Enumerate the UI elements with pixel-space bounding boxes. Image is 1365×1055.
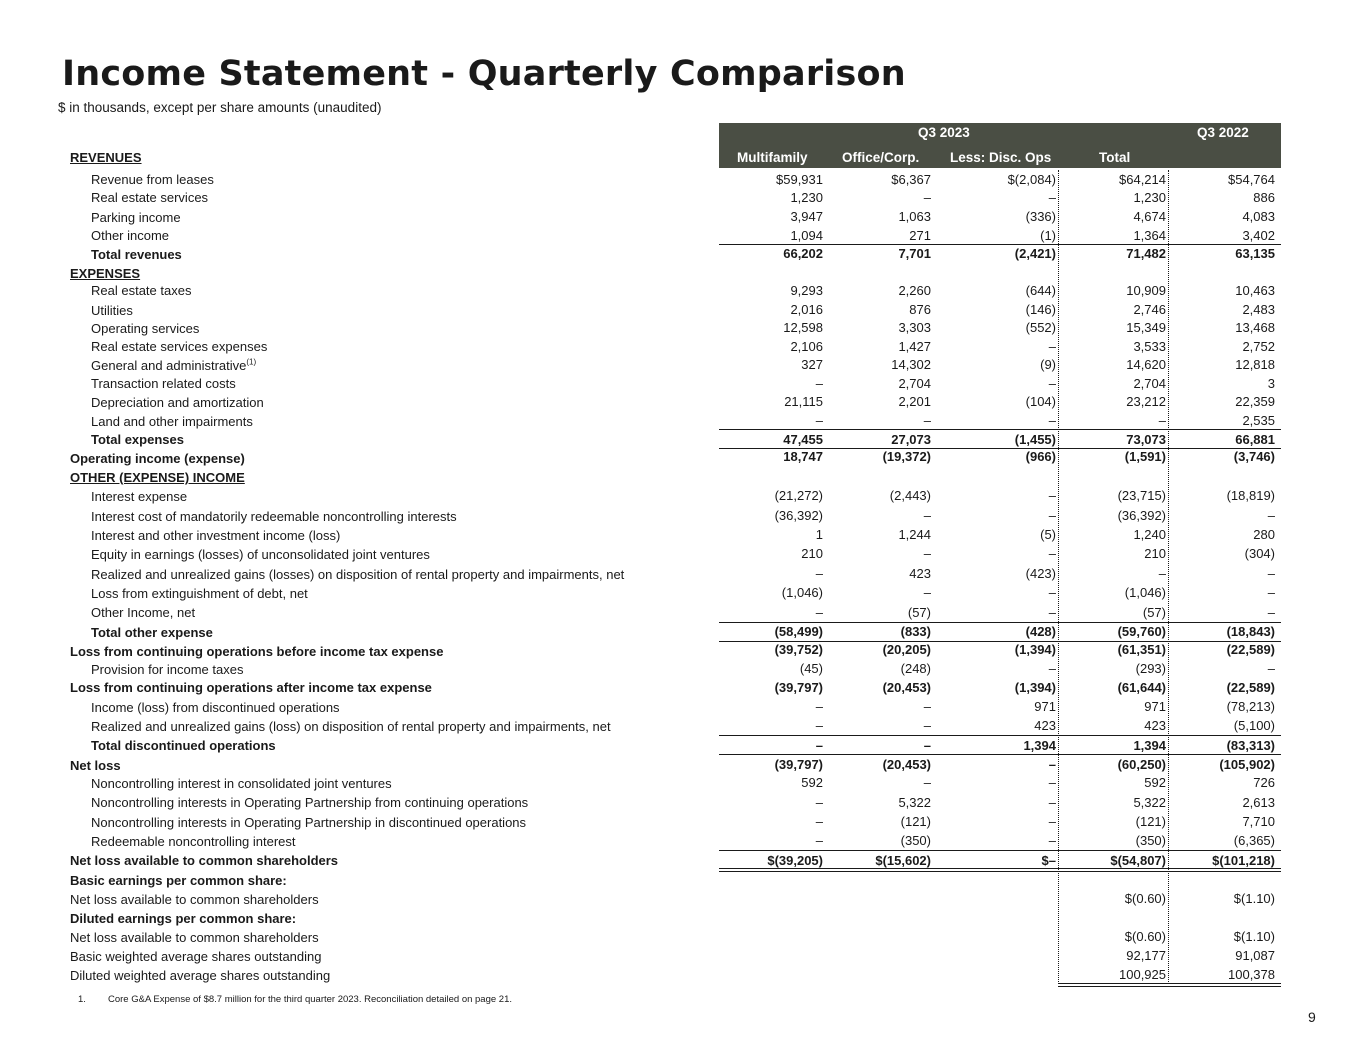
cell-less-disc-ops: 423 bbox=[1034, 718, 1056, 733]
header-office-corp: Office/Corp. bbox=[842, 150, 920, 165]
cell-office-corp: (248) bbox=[900, 661, 931, 676]
cell-total: (1,591) bbox=[1124, 449, 1166, 464]
cell-total: (36,392) bbox=[1117, 508, 1166, 523]
cell-less-disc-ops: – bbox=[1048, 833, 1056, 848]
cell-q3-2022: 2,752 bbox=[1242, 339, 1275, 354]
cell-multifamily: – bbox=[815, 795, 823, 810]
cell-multifamily: – bbox=[815, 814, 823, 829]
cell-less-disc-ops: – bbox=[1048, 814, 1056, 829]
row-label bbox=[91, 393, 264, 412]
cell-office-corp: – bbox=[923, 775, 931, 790]
cell-q3-2022: 2,483 bbox=[1242, 302, 1275, 317]
cell-q3-2022: 726 bbox=[1253, 775, 1275, 790]
header-less-disc-ops: Less: Disc. Ops bbox=[950, 150, 1052, 165]
row-label bbox=[91, 545, 430, 564]
cell-multifamily: – bbox=[815, 376, 823, 391]
row-label-text: Operating income (expense) bbox=[70, 451, 245, 466]
cell-total: $(0.60) bbox=[1124, 891, 1166, 906]
cell-total: 210 bbox=[1144, 546, 1166, 561]
cell-total: 1,240 bbox=[1133, 527, 1166, 542]
cell-less-disc-ops: (423) bbox=[1025, 566, 1056, 581]
row-label bbox=[91, 660, 243, 679]
cell-office-corp: 2,201 bbox=[898, 394, 931, 409]
row-label bbox=[70, 890, 319, 909]
cell-q3-2022: (18,819) bbox=[1226, 488, 1275, 503]
cell-q3-2022: 4,083 bbox=[1242, 209, 1275, 224]
row-label bbox=[70, 966, 330, 985]
cell-q3-2022: 3,402 bbox=[1242, 228, 1275, 243]
cell-multifamily: (36,392) bbox=[774, 508, 823, 523]
footnote-reference: (1) bbox=[246, 357, 257, 367]
cell-multifamily: 1,230 bbox=[790, 190, 823, 205]
row-label bbox=[91, 603, 195, 622]
cell-office-corp: (350) bbox=[900, 833, 931, 848]
cell-office-corp: 1,063 bbox=[898, 209, 931, 224]
row-label-text: Parking income bbox=[91, 210, 181, 225]
row-label-text: Land and other impairments bbox=[91, 414, 253, 429]
cell-q3-2022: (78,213) bbox=[1226, 699, 1275, 714]
cell-less-disc-ops: – bbox=[1048, 190, 1056, 205]
row-label bbox=[91, 832, 296, 851]
row-label-text: Net loss bbox=[70, 758, 121, 773]
cell-office-corp: (19,372) bbox=[882, 449, 931, 464]
cell-total: (121) bbox=[1135, 814, 1166, 829]
cell-office-corp: $6,367 bbox=[891, 172, 931, 187]
cell-multifamily: 21,115 bbox=[784, 394, 823, 409]
cell-multifamily: 18,747 bbox=[783, 449, 823, 464]
cell-office-corp: (20,205) bbox=[882, 642, 931, 657]
cell-total: (23,715) bbox=[1117, 488, 1166, 503]
cell-office-corp: – bbox=[923, 718, 931, 733]
cell-multifamily: – bbox=[815, 566, 823, 581]
cell-total: 1,230 bbox=[1133, 190, 1166, 205]
cell-multifamily: 2,016 bbox=[790, 302, 823, 317]
cell-less-disc-ops: – bbox=[1048, 585, 1056, 600]
cell-less-disc-ops: (966) bbox=[1025, 449, 1056, 464]
cell-total: 3,533 bbox=[1133, 339, 1166, 354]
row-label-text: Transaction related costs bbox=[91, 376, 236, 391]
cell-less-disc-ops: – bbox=[1048, 795, 1056, 810]
cell-less-disc-ops: (428) bbox=[1025, 624, 1056, 639]
cell-q3-2022: 7,710 bbox=[1242, 814, 1275, 829]
row-label bbox=[91, 430, 184, 449]
cell-office-corp: (20,453) bbox=[882, 680, 931, 695]
cell-less-disc-ops: – bbox=[1048, 546, 1056, 561]
cell-multifamily: (21,272) bbox=[774, 488, 823, 503]
cell-less-disc-ops: – bbox=[1048, 339, 1056, 354]
cell-less-disc-ops: (146) bbox=[1025, 302, 1056, 317]
cell-q3-2022: (304) bbox=[1244, 546, 1275, 561]
cell-less-disc-ops: $– bbox=[1041, 853, 1056, 868]
cell-total: 23,212 bbox=[1126, 394, 1166, 409]
cell-multifamily: 327 bbox=[801, 357, 823, 372]
dotted-separator-total-left bbox=[1058, 170, 1059, 984]
cell-office-corp: 271 bbox=[909, 228, 931, 243]
row-label-text: Basic weighted average shares outstanding bbox=[70, 949, 322, 964]
row-label-text: Equity in earnings (losses) of unconsolidated joint ventures bbox=[91, 547, 430, 562]
cell-total: (1,046) bbox=[1124, 585, 1166, 600]
rule-operating-income bbox=[719, 448, 1281, 449]
rule-loss-before-tax bbox=[719, 641, 1281, 642]
row-label bbox=[91, 170, 214, 189]
rule-total-expenses bbox=[719, 429, 1281, 430]
cell-less-disc-ops: (1,394) bbox=[1014, 642, 1056, 657]
rule-total-other-expense bbox=[719, 622, 1281, 623]
row-label bbox=[91, 584, 308, 603]
cell-q3-2022: (3,746) bbox=[1233, 449, 1275, 464]
cell-less-disc-ops: – bbox=[1048, 605, 1056, 620]
cell-office-corp: (57) bbox=[907, 605, 931, 620]
cell-multifamily: 66,202 bbox=[783, 246, 823, 261]
row-label bbox=[91, 487, 187, 506]
cell-total: – bbox=[1158, 413, 1166, 428]
cell-multifamily: 9,293 bbox=[790, 283, 823, 298]
row-label-text: Real estate services bbox=[91, 190, 209, 205]
cell-multifamily: 3,947 bbox=[790, 209, 823, 224]
cell-q3-2022: (22,589) bbox=[1226, 680, 1275, 695]
cell-office-corp: 1,244 bbox=[898, 527, 931, 542]
cell-q3-2022: 13,468 bbox=[1235, 320, 1275, 335]
cell-total: (293) bbox=[1135, 661, 1166, 676]
cell-multifamily: – bbox=[815, 413, 823, 428]
dotted-separator-total-right bbox=[1168, 170, 1169, 984]
row-label-text: Provision for income taxes bbox=[91, 662, 244, 677]
cell-q3-2022: 10,463 bbox=[1235, 283, 1275, 298]
row-label bbox=[70, 851, 338, 870]
row-label-text: EXPENSES bbox=[70, 266, 141, 281]
rule-net-loss-available-double-2 bbox=[719, 871, 1281, 872]
cell-total: 5,322 bbox=[1133, 795, 1166, 810]
row-label bbox=[91, 526, 340, 545]
cell-office-corp: 1,427 bbox=[898, 339, 931, 354]
cell-less-disc-ops: (9) bbox=[1040, 357, 1056, 372]
cell-total: 100,925 bbox=[1119, 967, 1166, 982]
cell-less-disc-ops: (1,394) bbox=[1014, 680, 1056, 695]
row-label-text: Net loss available to common shareholders bbox=[70, 892, 319, 907]
cell-less-disc-ops: (5) bbox=[1040, 527, 1056, 542]
cell-multifamily: – bbox=[815, 699, 823, 714]
cell-multifamily: (39,752) bbox=[774, 642, 823, 657]
cell-office-corp: (121) bbox=[900, 814, 931, 829]
row-label-text: Loss from continuing operations before income tax expense bbox=[70, 644, 444, 659]
rule-shares-double-2 bbox=[1058, 986, 1281, 987]
cell-less-disc-ops: (552) bbox=[1025, 320, 1056, 335]
cell-q3-2022: 63,135 bbox=[1235, 246, 1275, 261]
cell-less-disc-ops: $(2,084) bbox=[1007, 172, 1056, 187]
cell-multifamily: 1,094 bbox=[790, 228, 823, 243]
cell-multifamily: (39,797) bbox=[774, 757, 823, 772]
header-q3-2022: Q3 2022 bbox=[1197, 125, 1249, 140]
cell-multifamily: 47,455 bbox=[783, 432, 823, 447]
cell-multifamily: (45) bbox=[799, 661, 823, 676]
cell-office-corp: 3,303 bbox=[898, 320, 931, 335]
row-label bbox=[91, 698, 340, 717]
cell-less-disc-ops: – bbox=[1048, 488, 1056, 503]
cell-office-corp: 2,260 bbox=[898, 283, 931, 298]
row-label bbox=[91, 565, 624, 584]
cell-office-corp: $(15,602) bbox=[875, 853, 931, 868]
row-label bbox=[70, 909, 296, 928]
cell-multifamily: 12,598 bbox=[783, 320, 823, 335]
cell-total: 1,394 bbox=[1133, 738, 1166, 753]
rule-net-loss bbox=[719, 754, 1281, 755]
row-label bbox=[91, 356, 256, 375]
row-label-text: Loss from continuing operations after income tax expense bbox=[70, 680, 432, 695]
row-label-text: Other Income, net bbox=[91, 605, 196, 620]
row-label-text: Redeemable noncontrolling interest bbox=[91, 834, 296, 849]
cell-office-corp: 14,302 bbox=[891, 357, 931, 372]
cell-less-disc-ops: (644) bbox=[1025, 283, 1056, 298]
row-label-text: Revenue from leases bbox=[91, 172, 214, 187]
rule-shares-double-1 bbox=[1058, 983, 1281, 984]
cell-less-disc-ops: – bbox=[1048, 661, 1056, 676]
cell-multifamily: $59,931 bbox=[776, 172, 823, 187]
row-label-text: OTHER (EXPENSE) INCOME bbox=[70, 470, 245, 485]
cell-q3-2022: 3 bbox=[1267, 376, 1275, 391]
cell-total: 2,746 bbox=[1133, 302, 1166, 317]
row-label-text: General and administrative bbox=[91, 358, 247, 373]
cell-q3-2022: 22,359 bbox=[1235, 394, 1275, 409]
cell-multifamily: 2,106 bbox=[790, 339, 823, 354]
row-label bbox=[70, 756, 121, 775]
cell-total: $(54,807) bbox=[1110, 853, 1166, 868]
row-label bbox=[91, 774, 392, 793]
cell-multifamily: 210 bbox=[801, 546, 823, 561]
cell-q3-2022: $(1.10) bbox=[1233, 891, 1275, 906]
row-label bbox=[91, 623, 213, 642]
cell-less-disc-ops: 1,394 bbox=[1023, 738, 1056, 753]
cell-q3-2022: (6,365) bbox=[1233, 833, 1275, 848]
cell-total: $64,214 bbox=[1119, 172, 1166, 187]
row-label-text: Realized and unrealized gains (losses) on disposition of rental property and impairments, net bbox=[91, 567, 625, 582]
cell-office-corp: 7,701 bbox=[898, 246, 931, 261]
row-label bbox=[70, 642, 443, 661]
cell-less-disc-ops: – bbox=[1048, 376, 1056, 391]
row-label-text: Operating services bbox=[91, 321, 200, 336]
row-label-text: Total revenues bbox=[91, 247, 182, 262]
cell-office-corp: – bbox=[923, 546, 931, 561]
cell-office-corp: (2,443) bbox=[889, 488, 931, 503]
row-label-text: Interest cost of mandatorily redeemable noncontrolling interests bbox=[91, 509, 457, 524]
row-label-text: Total other expense bbox=[91, 625, 213, 640]
row-label bbox=[91, 736, 276, 755]
cell-less-disc-ops: (1) bbox=[1040, 228, 1056, 243]
cell-total: 2,704 bbox=[1133, 376, 1166, 391]
cell-q3-2022: (18,843) bbox=[1226, 624, 1275, 639]
cell-total: 10,909 bbox=[1126, 283, 1166, 298]
row-label-text: Loss from extinguishment of debt, net bbox=[91, 586, 308, 601]
cell-multifamily: (58,499) bbox=[774, 624, 823, 639]
cell-q3-2022: 280 bbox=[1253, 527, 1275, 542]
rule-net-loss-available bbox=[719, 850, 1281, 851]
cell-less-disc-ops: (336) bbox=[1025, 209, 1056, 224]
row-label bbox=[91, 245, 182, 264]
row-label bbox=[91, 337, 267, 356]
row-label bbox=[70, 871, 287, 890]
cell-q3-2022: 100,378 bbox=[1228, 967, 1275, 982]
cell-office-corp: 2,704 bbox=[898, 376, 931, 391]
cell-q3-2022: (105,902) bbox=[1219, 757, 1275, 772]
cell-less-disc-ops: (104) bbox=[1025, 394, 1056, 409]
row-label-text: Interest and other investment income (loss) bbox=[91, 528, 341, 543]
cell-q3-2022: 66,881 bbox=[1235, 432, 1275, 447]
row-label-text: Real estate services expenses bbox=[91, 339, 268, 354]
row-label-text: Noncontrolling interests in Operating Partnership from continuing operations bbox=[91, 795, 529, 810]
row-label bbox=[70, 468, 245, 487]
row-label bbox=[91, 813, 526, 832]
cell-office-corp: (20,453) bbox=[882, 757, 931, 772]
cell-less-disc-ops: – bbox=[1048, 508, 1056, 523]
cell-total: 592 bbox=[1144, 775, 1166, 790]
cell-less-disc-ops: 971 bbox=[1034, 699, 1056, 714]
row-label-text: Total expenses bbox=[91, 432, 184, 447]
row-label bbox=[91, 374, 236, 393]
row-label-text: Net loss available to common shareholders bbox=[70, 930, 319, 945]
header-q3-2023: Q3 2023 bbox=[918, 125, 970, 140]
row-label bbox=[91, 412, 253, 431]
cell-total: (350) bbox=[1135, 833, 1166, 848]
cell-multifamily: – bbox=[815, 833, 823, 848]
cell-office-corp: – bbox=[923, 585, 931, 600]
row-label-text: Income (loss) from discontinued operations bbox=[91, 700, 340, 715]
cell-total: (60,250) bbox=[1117, 757, 1166, 772]
cell-total: 423 bbox=[1144, 718, 1166, 733]
cell-q3-2022: (22,589) bbox=[1226, 642, 1275, 657]
cell-office-corp: (833) bbox=[900, 624, 931, 639]
cell-total: – bbox=[1158, 566, 1166, 581]
cell-q3-2022: 91,087 bbox=[1235, 948, 1275, 963]
row-label bbox=[70, 449, 245, 468]
cell-total: 14,620 bbox=[1126, 357, 1166, 372]
cell-office-corp: – bbox=[923, 508, 931, 523]
row-label-text: Basic earnings per common share: bbox=[70, 873, 287, 888]
cell-q3-2022: $(1.10) bbox=[1233, 929, 1275, 944]
cell-q3-2022: (83,313) bbox=[1226, 738, 1275, 753]
section-revenues: REVENUES bbox=[70, 150, 142, 165]
row-label-text: Diluted weighted average shares outstanding bbox=[70, 968, 331, 983]
page-title: Income Statement - Quarterly Comparison bbox=[62, 54, 906, 94]
cell-multifamily: – bbox=[815, 718, 823, 733]
row-label bbox=[91, 226, 169, 245]
header-total: Total bbox=[1099, 150, 1131, 165]
cell-office-corp: 423 bbox=[909, 566, 931, 581]
row-label-text: Noncontrolling interests in Operating Partnership in discontinued operations bbox=[91, 815, 527, 830]
row-label-text: Total discontinued operations bbox=[91, 738, 276, 753]
cell-total: 971 bbox=[1144, 699, 1166, 714]
cell-q3-2022: – bbox=[1267, 508, 1275, 523]
row-label-text: Net loss available to common shareholders bbox=[70, 853, 339, 868]
cell-less-disc-ops: (1,455) bbox=[1014, 432, 1056, 447]
row-label-text: Diluted earnings per common share: bbox=[70, 911, 297, 926]
row-label bbox=[91, 717, 611, 736]
cell-q3-2022: 12,818 bbox=[1235, 357, 1275, 372]
row-label bbox=[70, 678, 432, 697]
cell-total: 1,364 bbox=[1133, 228, 1166, 243]
cell-q3-2022: $54,764 bbox=[1228, 172, 1275, 187]
cell-office-corp: 27,073 bbox=[891, 432, 931, 447]
cell-multifamily: (39,797) bbox=[774, 680, 823, 695]
row-label bbox=[70, 928, 319, 947]
cell-q3-2022: – bbox=[1267, 585, 1275, 600]
cell-total: (59,760) bbox=[1117, 624, 1166, 639]
cell-office-corp: 876 bbox=[909, 302, 931, 317]
cell-office-corp: 5,322 bbox=[898, 795, 931, 810]
cell-office-corp: – bbox=[923, 699, 931, 714]
row-label-text: Realized and unrealized gains (loss) on disposition of rental property and impairments, net bbox=[91, 719, 611, 734]
cell-multifamily: 592 bbox=[801, 775, 823, 790]
rule-total-revenues bbox=[719, 244, 1281, 245]
cell-office-corp: – bbox=[923, 413, 931, 428]
header-multifamily: Multifamily bbox=[737, 150, 808, 165]
cell-q3-2022: 886 bbox=[1253, 190, 1275, 205]
rule-net-loss-available-double-1 bbox=[719, 868, 1281, 869]
row-label-text: Interest expense bbox=[91, 489, 188, 504]
cell-multifamily: (1,046) bbox=[781, 585, 823, 600]
cell-total: 92,177 bbox=[1126, 948, 1166, 963]
cell-q3-2022: (5,100) bbox=[1233, 718, 1275, 733]
cell-q3-2022: $(101,218) bbox=[1212, 853, 1275, 868]
row-label-text: Depreciation and amortization bbox=[91, 395, 264, 410]
cell-total: (61,351) bbox=[1117, 642, 1166, 657]
cell-total: 4,674 bbox=[1133, 209, 1166, 224]
row-label-text: Real estate taxes bbox=[91, 283, 192, 298]
cell-total: 71,482 bbox=[1126, 246, 1166, 261]
cell-q3-2022: 2,613 bbox=[1242, 795, 1275, 810]
cell-q3-2022: – bbox=[1267, 566, 1275, 581]
cell-total: 73,073 bbox=[1126, 432, 1166, 447]
row-label bbox=[91, 507, 457, 526]
cell-office-corp: – bbox=[923, 738, 931, 753]
row-label-text: Other income bbox=[91, 228, 170, 243]
cell-multifamily: – bbox=[815, 738, 823, 753]
cell-less-disc-ops: – bbox=[1048, 413, 1056, 428]
footnote-number: 1. bbox=[78, 994, 86, 1005]
cell-total: $(0.60) bbox=[1124, 929, 1166, 944]
row-label bbox=[91, 281, 191, 300]
row-label-text: Utilities bbox=[91, 303, 133, 318]
cell-multifamily: $(39,205) bbox=[767, 853, 823, 868]
page-number: 9 bbox=[1308, 1009, 1316, 1025]
cell-total: (61,644) bbox=[1117, 680, 1166, 695]
row-label-text: Noncontrolling interest in consolidated joint ventures bbox=[91, 776, 392, 791]
cell-multifamily: 1 bbox=[815, 527, 823, 542]
cell-q3-2022: 2,535 bbox=[1242, 413, 1275, 428]
cell-total: (57) bbox=[1142, 605, 1166, 620]
row-label bbox=[91, 188, 208, 207]
rule-total-discontinued bbox=[719, 735, 1281, 736]
cell-q3-2022: – bbox=[1267, 661, 1275, 676]
cell-less-disc-ops: – bbox=[1048, 775, 1056, 790]
page-subtitle: $ in thousands, except per share amounts (unaudited) bbox=[58, 100, 382, 115]
row-label bbox=[91, 301, 133, 320]
cell-total: 15,349 bbox=[1126, 320, 1166, 335]
row-label bbox=[91, 208, 181, 227]
footnote-text: Core G&A Expense of $8.7 million for the third quarter 2023. Reconciliation detailed on page 21. bbox=[108, 994, 513, 1005]
row-label bbox=[70, 947, 322, 966]
cell-multifamily: – bbox=[815, 605, 823, 620]
cell-less-disc-ops: – bbox=[1048, 757, 1056, 772]
row-label bbox=[91, 319, 199, 338]
row-label bbox=[91, 793, 528, 812]
cell-office-corp: – bbox=[923, 190, 931, 205]
cell-less-disc-ops: (2,421) bbox=[1014, 246, 1056, 261]
cell-q3-2022: – bbox=[1267, 605, 1275, 620]
